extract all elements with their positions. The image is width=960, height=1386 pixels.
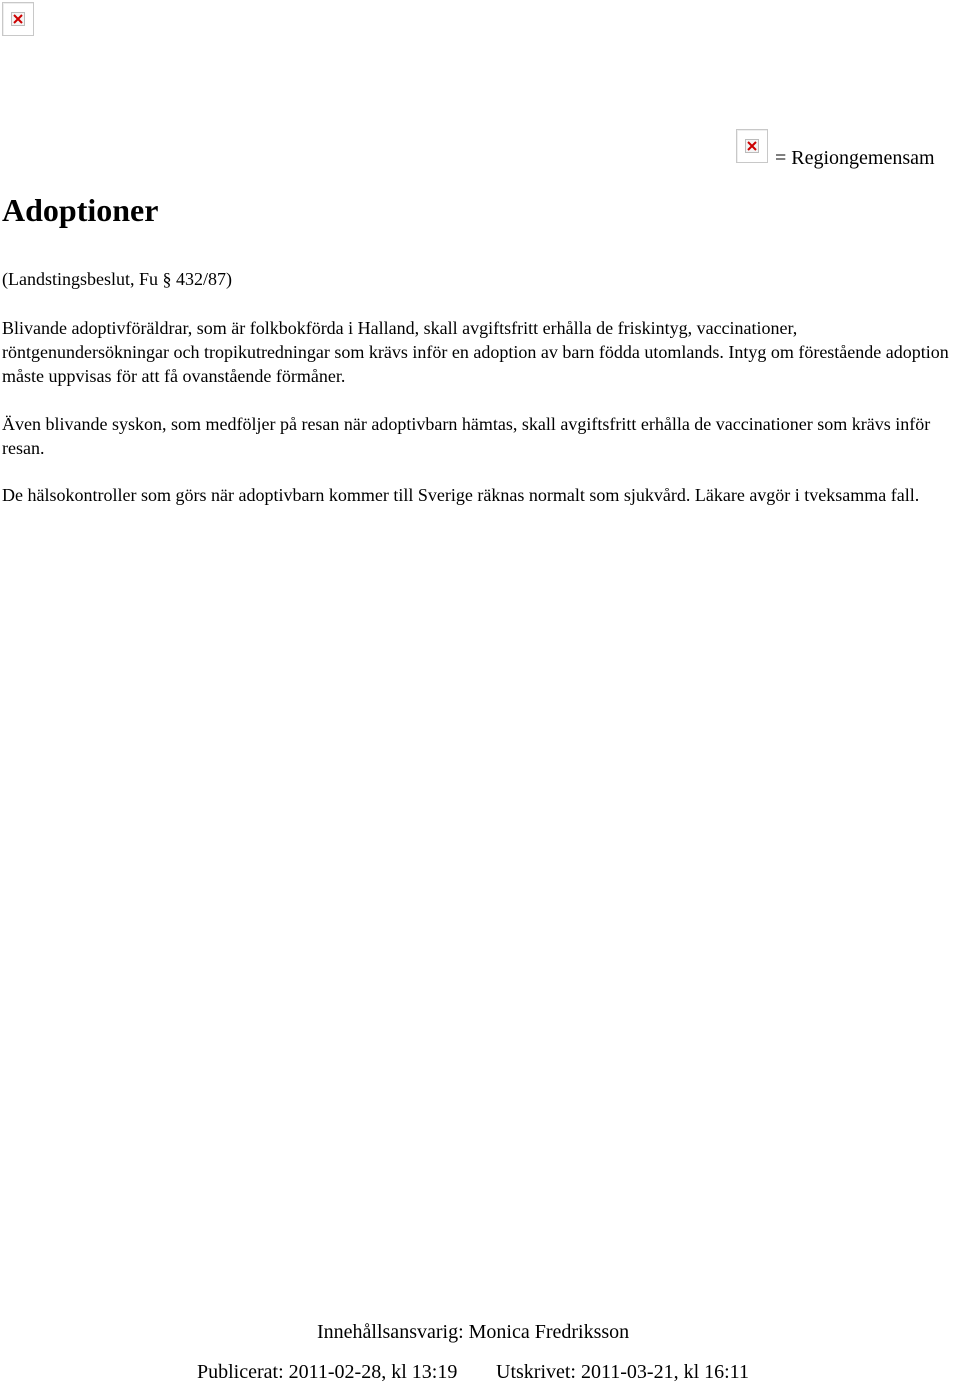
published-date: Publicerat: 2011-02-28, kl 13:19 <box>197 1361 458 1383</box>
printed-date: Utskrivet: 2011-03-21, kl 16:11 <box>496 1361 749 1383</box>
decision-reference: (Landstingsbeslut, Fu § 432/87) <box>2 269 232 289</box>
paragraph-siblings: Även blivande syskon, som medföljer på resan när adoptivbarn hämtas, skall avgiftsfritt erhålla de vaccinationer som krävs inför resan. <box>2 414 931 458</box>
broken-image-icon <box>2 2 34 36</box>
region-broken-image-icon <box>736 129 768 163</box>
page-title: Adoptioner <box>2 192 159 228</box>
broken-image-x-icon <box>745 139 759 153</box>
content-responsible: Innehållsansvarig: Monica Fredriksson <box>317 1321 630 1343</box>
broken-image-x-icon <box>11 12 25 26</box>
region-legend: = Regiongemensam <box>775 147 935 169</box>
paragraph-adoptive-parents: Blivande adoptivföräldrar, som är folkbokförda i Halland, skall avgiftsfritt erhålla de friskintyg, vaccinationer, röntgenundersökningar och tropikutredningar som krävs inför en adoption av barn födda utomlands. Intyg om förestående adoption måste uppvisas för att få ovanstående förmåner. <box>2 318 949 386</box>
paragraph-health-checks: De hälsokontroller som görs när adoptivbarn kommer till Sverige räknas normalt som sjukvård. Läkare avgör i tveksamma fall. <box>2 485 920 505</box>
